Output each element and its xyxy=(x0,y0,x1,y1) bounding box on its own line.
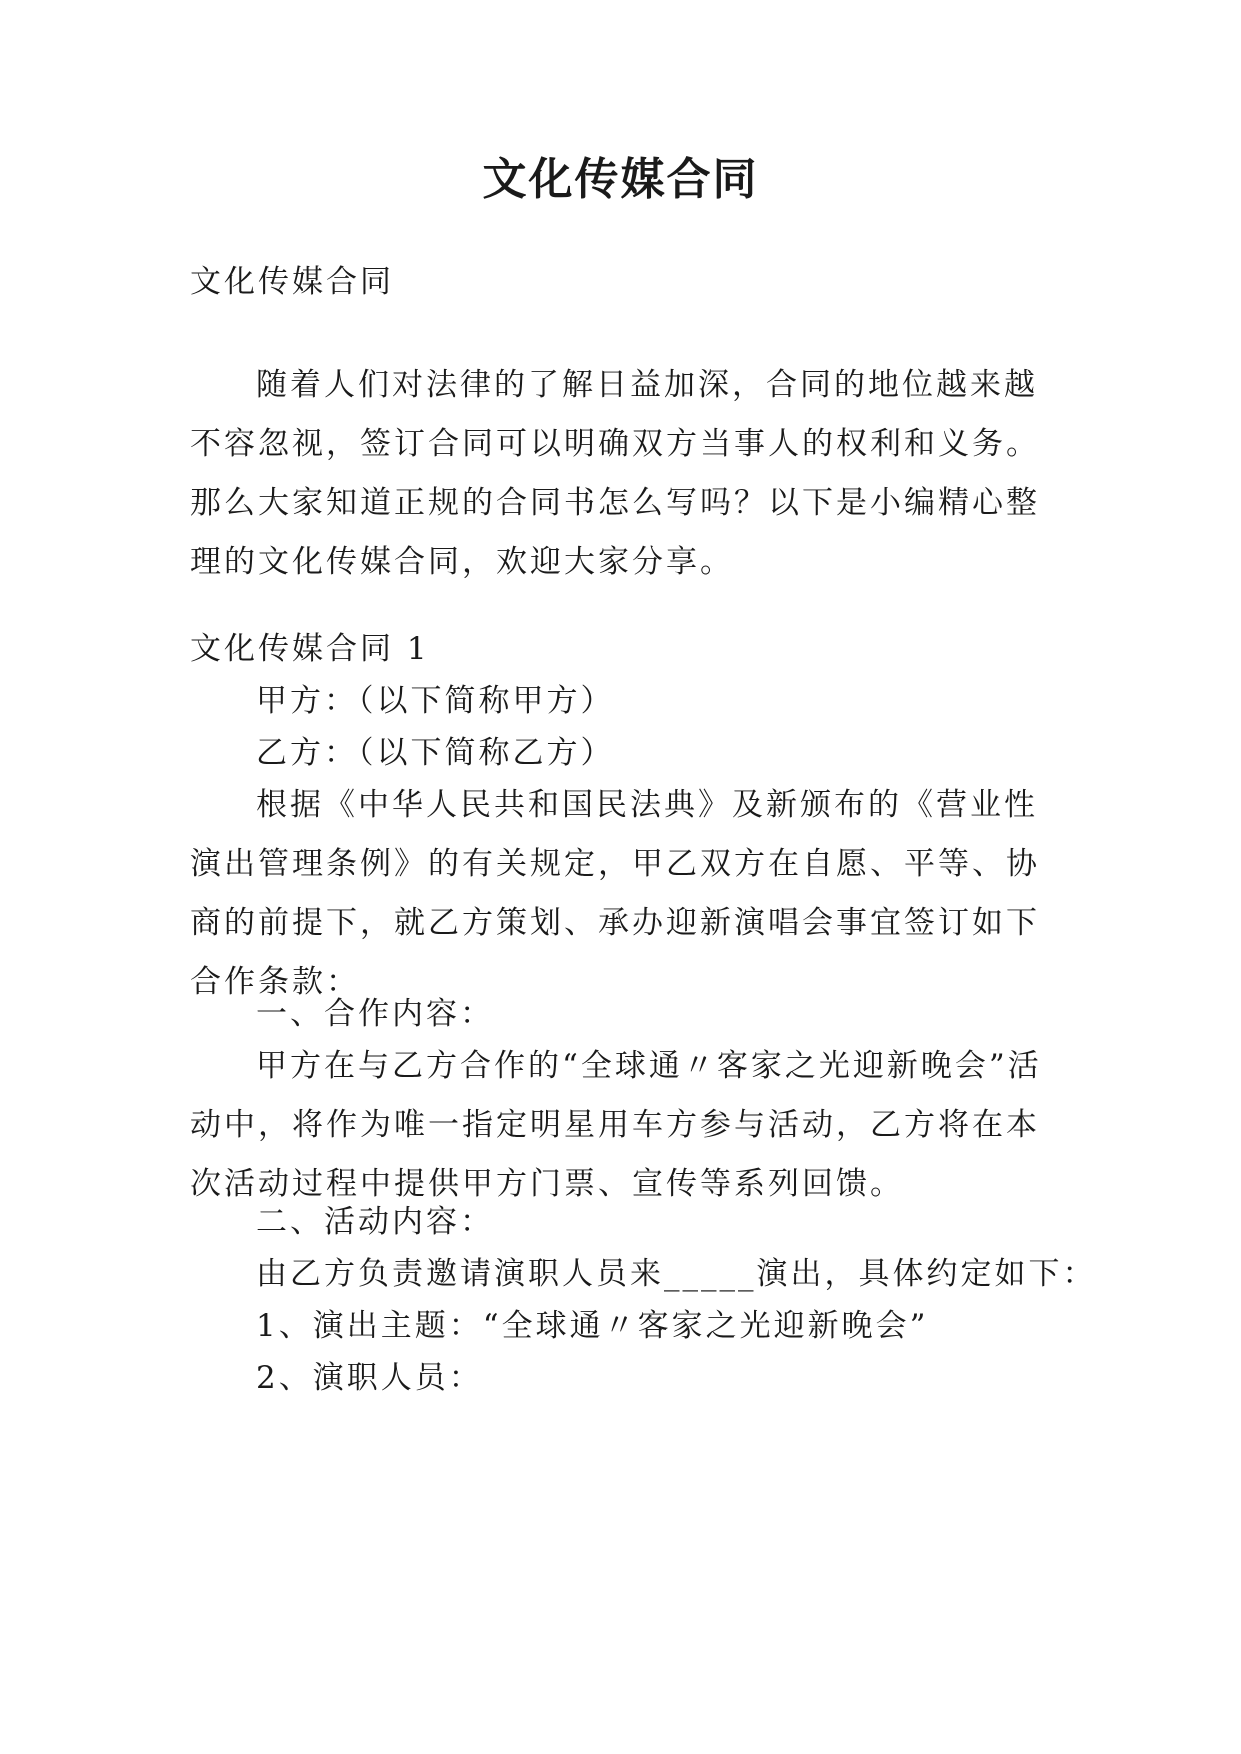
intro-paragraph: 随着人们对法律的了解日益加深，合同的地位越来越不容忽视，签订合同可以明确双方当事人的权利和义务。那么大家知道正规的合同书怎么写吗？以下是小编精心整理的文化传媒合同，欢迎大家分享。 xyxy=(190,367,1040,580)
section-heading: 文化传媒合同 1 xyxy=(190,631,430,667)
basis-paragraph: 根据《中华人民共和国民法典》及新颁布的《营业性演出管理条例》的有关规定，甲乙双方在自愿、平等、协商的前提下，就乙方策划、承办迎新演唱会事宜签订如下合作条款： xyxy=(190,787,1040,1000)
document-title: 文化传媒合同 xyxy=(482,154,759,205)
clause-2-heading: 二、活动内容： xyxy=(256,1204,494,1240)
clause-1-body: 甲方在与乙方合作的“全球通〃客家之光迎新晚会”活动中，将作为唯一指定明星用车方参与活动，乙方将在本次活动过程中提供甲方门票、宣传等系列回馈。 xyxy=(190,1048,1042,1202)
party-b-line: 乙方：（以下简称乙方） xyxy=(256,735,615,771)
item-2: 2、演职人员： xyxy=(256,1360,483,1396)
item-1: 1、演出主题：“全球通〃客家之光迎新晚会” xyxy=(256,1308,929,1344)
party-a-line: 甲方：（以下简称甲方） xyxy=(256,683,615,719)
document-subtitle: 文化传媒合同 xyxy=(190,264,394,300)
clause-1-heading: 一、合作内容： xyxy=(256,996,494,1032)
clause-2-body: 由乙方负责邀请演职人员来_____演出，具体约定如下： xyxy=(256,1256,1097,1292)
